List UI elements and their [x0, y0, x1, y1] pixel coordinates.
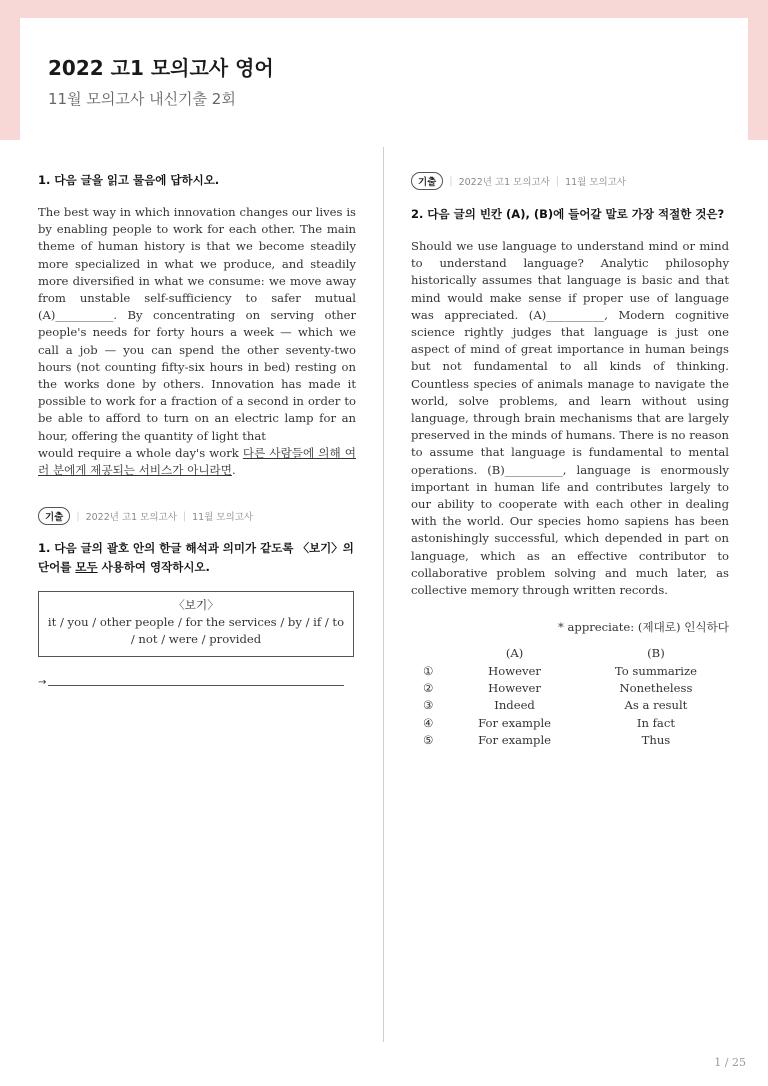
right-column	[411, 172, 729, 750]
tag-badge: 기출	[411, 172, 443, 190]
tag-badge: 기출	[38, 507, 70, 525]
column-divider	[383, 147, 384, 1042]
bogi-title: 〈보기〉	[173, 598, 219, 613]
exam-subtitle: 11월 모의고사 내신기출 2회	[48, 90, 236, 108]
separator: |	[449, 175, 453, 187]
choice-4[interactable]	[411, 715, 729, 732]
choice-number: ②	[423, 681, 434, 696]
choice-a-value: However	[488, 681, 541, 696]
source-tagline	[38, 507, 356, 525]
question-2-passage: Should we use language to understand mind or mind to understand language? Analytic philosophy historically assumes that language is basic and that mind would make sense if proper use of language was appreciated. (A)__________, Modern cognitive science rightly judges that language is just one aspect of mind of great importance in human beings but not fundamental to all kinds of thinking. Countless species of animals manage to navigate the world, solve problems, and learn without using language, through brain mechanisms that are largely preserved in the minds of humans. There is no reason to assume that language is fundamental to mental operations. (B)__________, language is enormously important in human life and contributes largely to our ability to cooperate with each other in dealing with the world. Our species homo sapiens has been astonishingly successful, which depended in part on language, which as an effective contributor to collaborative problem solving and much later, as collective memory through written records.	[411, 239, 729, 598]
choice-number: ④	[423, 715, 434, 730]
answer-choices	[411, 645, 729, 749]
header-card	[20, 18, 748, 140]
answer-line	[38, 677, 356, 688]
choice-1[interactable]	[411, 663, 729, 680]
answer-blank	[48, 685, 344, 686]
choice-b-value: In fact	[636, 715, 675, 730]
choice-a-value: However	[488, 663, 541, 678]
separator: |	[555, 175, 560, 187]
choice-number: ①	[423, 663, 434, 678]
heading-text: 1. 다음 글의 괄호 안의 한글 해석과 의미가 같도록 〈보기〉의 단어를	[38, 541, 354, 575]
exam-title: 2022 고1 모의고사 영어	[48, 56, 274, 80]
footnote: * appreciate: (제대로) 인식하다	[558, 620, 729, 635]
source-year: 2022년 고1 모의고사	[85, 512, 177, 524]
underlined-korean: 다른 사람들에 의해 여러 분에게 제공되는 서비스가 아니라면	[38, 445, 357, 478]
question-1-heading: 1. 다음 글을 읽고 물음에 답하시오.	[38, 173, 220, 187]
left-column	[38, 172, 356, 688]
passage-end: .	[231, 463, 236, 478]
choice-b-value: As a result	[624, 698, 688, 713]
bogi-box	[38, 591, 354, 657]
column-a-label: (A)	[505, 646, 524, 661]
choice-b-value: Thus	[641, 733, 671, 748]
choice-b-value: To summarize	[614, 663, 697, 678]
passage-text: The best way in which innovation changes our lives is by enabling people to work for each other. The main theme of human history is that we become steadily more specialized in what we produce, and steadily more diversified in what we consume: we move away from unstable self-sufficiency to safer mutual (A)__________. By concentrating on serving other people's needs for forty hours a week — which we call a job — you can spend the other seventy-two hours (not counting fifty-six hours in bed) resting on the works done by others. Innovation has made it possible to work for a fraction of a second in order to be able to afford to turn on an electric lamp for an hour, offering the quantity of light that would require a whole day's work	[38, 205, 356, 460]
heading-underlined: 모두	[75, 560, 98, 575]
separator: |	[76, 510, 80, 522]
source-year: 2022년 고1 모의고사	[458, 177, 550, 188]
question-1b-heading	[38, 539, 356, 577]
choice-number: ③	[423, 698, 434, 713]
source-month: 11월 모의고사	[565, 177, 627, 188]
choice-number: ⑤	[423, 733, 434, 748]
question-1-passage	[38, 204, 356, 479]
choice-a-value: Indeed	[494, 698, 535, 713]
source-tagline	[411, 172, 729, 190]
choice-5[interactable]	[411, 732, 729, 749]
choice-a-value: For example	[478, 733, 552, 748]
choice-header	[411, 645, 729, 662]
bogi-words: it / you / other people / for the services / by / if / to / not / were / provided	[47, 615, 345, 647]
choice-3[interactable]	[411, 697, 729, 714]
column-b-label: (B)	[647, 646, 665, 661]
arrow-icon: →	[38, 677, 47, 689]
question-2-heading: 2. 다음 글의 빈칸 (A), (B)에 들어갈 말로 가장 적절한 것은?	[411, 207, 725, 221]
choice-a-value: For example	[478, 715, 552, 730]
source-month: 11월 모의고사	[192, 512, 254, 524]
page-number: 1 / 25	[714, 1056, 746, 1069]
choice-2[interactable]	[411, 680, 729, 697]
separator: |	[182, 510, 187, 522]
heading-text-end: 사용하여 영작하시오.	[97, 560, 210, 575]
choice-b-value: Nonetheless	[619, 681, 693, 696]
